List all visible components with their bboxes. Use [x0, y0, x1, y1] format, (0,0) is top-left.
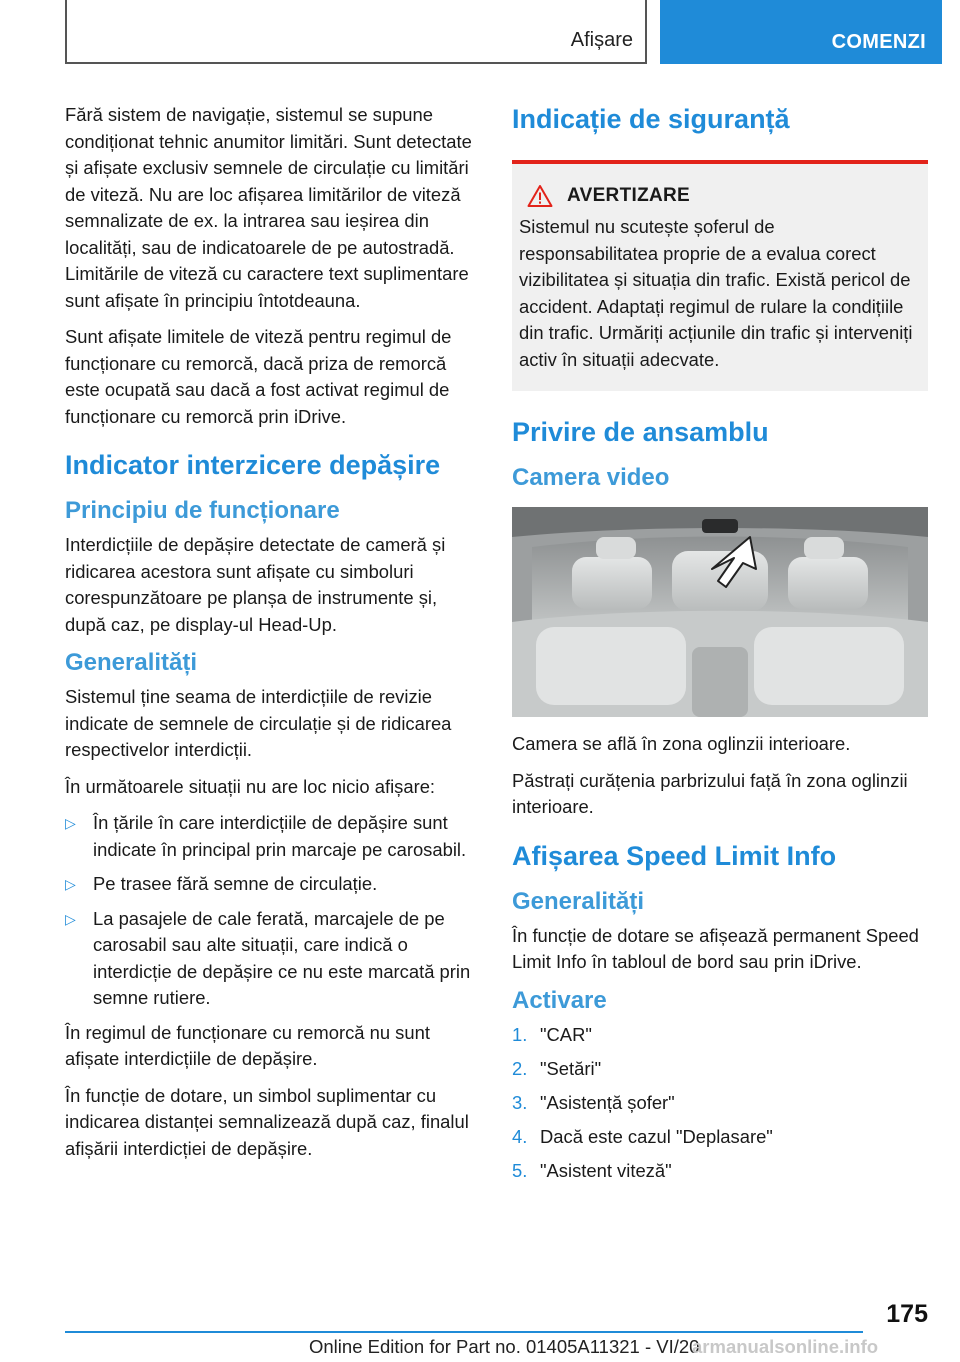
heading-general: Generalități: [65, 649, 198, 676]
page-number: 175: [886, 1300, 928, 1328]
list-item: [65, 906, 479, 1012]
step-text: "Asistent viteză": [540, 1159, 672, 1181]
list-item: [512, 1090, 928, 1124]
list-item-text: Pe trasee fără semne de circulație.: [93, 873, 378, 894]
right-column: [512, 102, 928, 1192]
header-section-box: [65, 0, 647, 64]
step-text: Dacă este cazul "Deplasare": [540, 1125, 773, 1147]
step-text: "CAR": [540, 1023, 592, 1045]
heading-general: Generalități: [512, 887, 645, 915]
step-text: "Asistență șofer": [540, 1091, 675, 1113]
step-number: 2.: [512, 1057, 528, 1079]
steps-list: [512, 1022, 928, 1192]
heading-camera: Camera video: [512, 464, 670, 491]
heading-activate: Activare: [512, 986, 607, 1014]
triangle-right-icon: ▷: [65, 876, 76, 892]
camera-location-photo: [512, 507, 928, 717]
list-item: [512, 1124, 928, 1158]
list-item: [512, 1158, 928, 1192]
header-chapter-tab[interactable]: [660, 0, 942, 64]
paragraph: Camera se află în zona oglinzii interioare.: [512, 733, 851, 754]
warning-triangle-icon: [527, 184, 553, 208]
list-item: [65, 810, 479, 863]
list-item: [512, 1022, 928, 1056]
step-number: 3.: [512, 1091, 528, 1113]
triangle-right-icon: ▷: [65, 815, 76, 831]
heading-overview: Privire de ansamblu: [512, 417, 769, 447]
warning-box: [512, 160, 928, 391]
bullet-list: [65, 810, 479, 1012]
footer-edition: Online Edition for Part no. 01405A11321 - VI/20: [309, 1336, 700, 1357]
header-section-label: Afișare: [570, 29, 633, 51]
heading-safety: Indicație de siguranță: [512, 104, 790, 134]
step-number: 1.: [512, 1023, 528, 1045]
left-column: [65, 102, 479, 1172]
header-chapter-label: COMENZI: [831, 31, 926, 53]
warning-text: Sistemul nu scutește șoferul de responsabilitatea proprie de a evalua corect vizibilitatea și situația din trafic. Există pericol de accident. Adaptați regimul de rulare la condițiile din trafic. Urmăriți acțiunile din trafic și interveniți activ în situații adecvate.: [519, 216, 913, 370]
watermark: armanualsonline.info: [692, 1336, 879, 1357]
warning-header: [519, 184, 918, 208]
heading-overtake-indicator: Indicator interzicere depășire: [65, 450, 441, 480]
paragraph: În următoarele situații nu are loc nicio afișare:: [65, 775, 436, 797]
paragraph: Interdicțiile de depășire detectate de cameră și ridicarea acestora sunt afișate cu simboluri corespunzătoare pe planșa de instrumente și, după caz, pe display-ul Head-Up.: [65, 534, 446, 635]
paragraph: Sunt afișate limitele de viteză pentru regimul de funcționare cu remorcă, dacă priza de remorcă este ocupată sau dacă a fost activat regimul de funcționare cu remorcă prin iDrive.: [65, 326, 452, 427]
warning-title: AVERTIZARE: [567, 185, 690, 206]
triangle-right-icon: ▷: [65, 910, 76, 927]
paragraph: În regimul de funcționare cu remorcă nu sunt afișate interdicțiile de depășire.: [65, 1021, 430, 1069]
step-number: 5.: [512, 1159, 528, 1181]
paragraph: Păstrați curățenia parbrizului față în zona oglinzii interioare.: [512, 769, 908, 817]
paragraph: În funcție de dotare, un simbol suplimentar cu indicarea distanței semnalizează după caz, finalul afișării interdicției de depășire.: [65, 1084, 469, 1159]
list-item-text: În țările în care interdicțiile de depășire sunt indicate în principal prin marcaje pe carosabil.: [93, 812, 467, 860]
paragraph: În funcție de dotare se afișează permanent Speed Limit Info în tabloul de bord sau prin iDrive.: [512, 924, 919, 972]
paragraph: Fără sistem de navigație, sistemul se supune condiționat tehnic anumitor limitări. Sunt detectate și afișate exclusiv semnele de circulație cu limitări de viteză. Nu are loc afișarea limitărilor de viteză semnalizate de ex. la intrarea sau ieșirea din localități, sau de indicatoarele de pe autostradă. Limitările de viteză cu caractere text suplimentare sunt afișate în principiu întotdeauna.: [65, 104, 472, 311]
paragraph: Sistemul ține seama de interdicțiile de revizie indicate de semnele de circulație și de ridicarea respectivelor interdicții.: [65, 686, 452, 760]
list-item-text: La pasajele de cale ferată, marcajele de pe carosabil sau alte situații, care indică o interdicție de depășire ce nu este marcată prin semne rutiere.: [93, 907, 471, 1008]
footer-divider: [65, 1331, 863, 1333]
heading-principle: Principiu de funcționare: [65, 497, 340, 524]
list-item: [65, 871, 479, 898]
step-number: 4.: [512, 1125, 528, 1147]
list-item: [512, 1056, 928, 1090]
heading-speed-limit: Afișarea Speed Limit Info: [512, 840, 837, 871]
step-text: "Setări": [540, 1057, 602, 1079]
